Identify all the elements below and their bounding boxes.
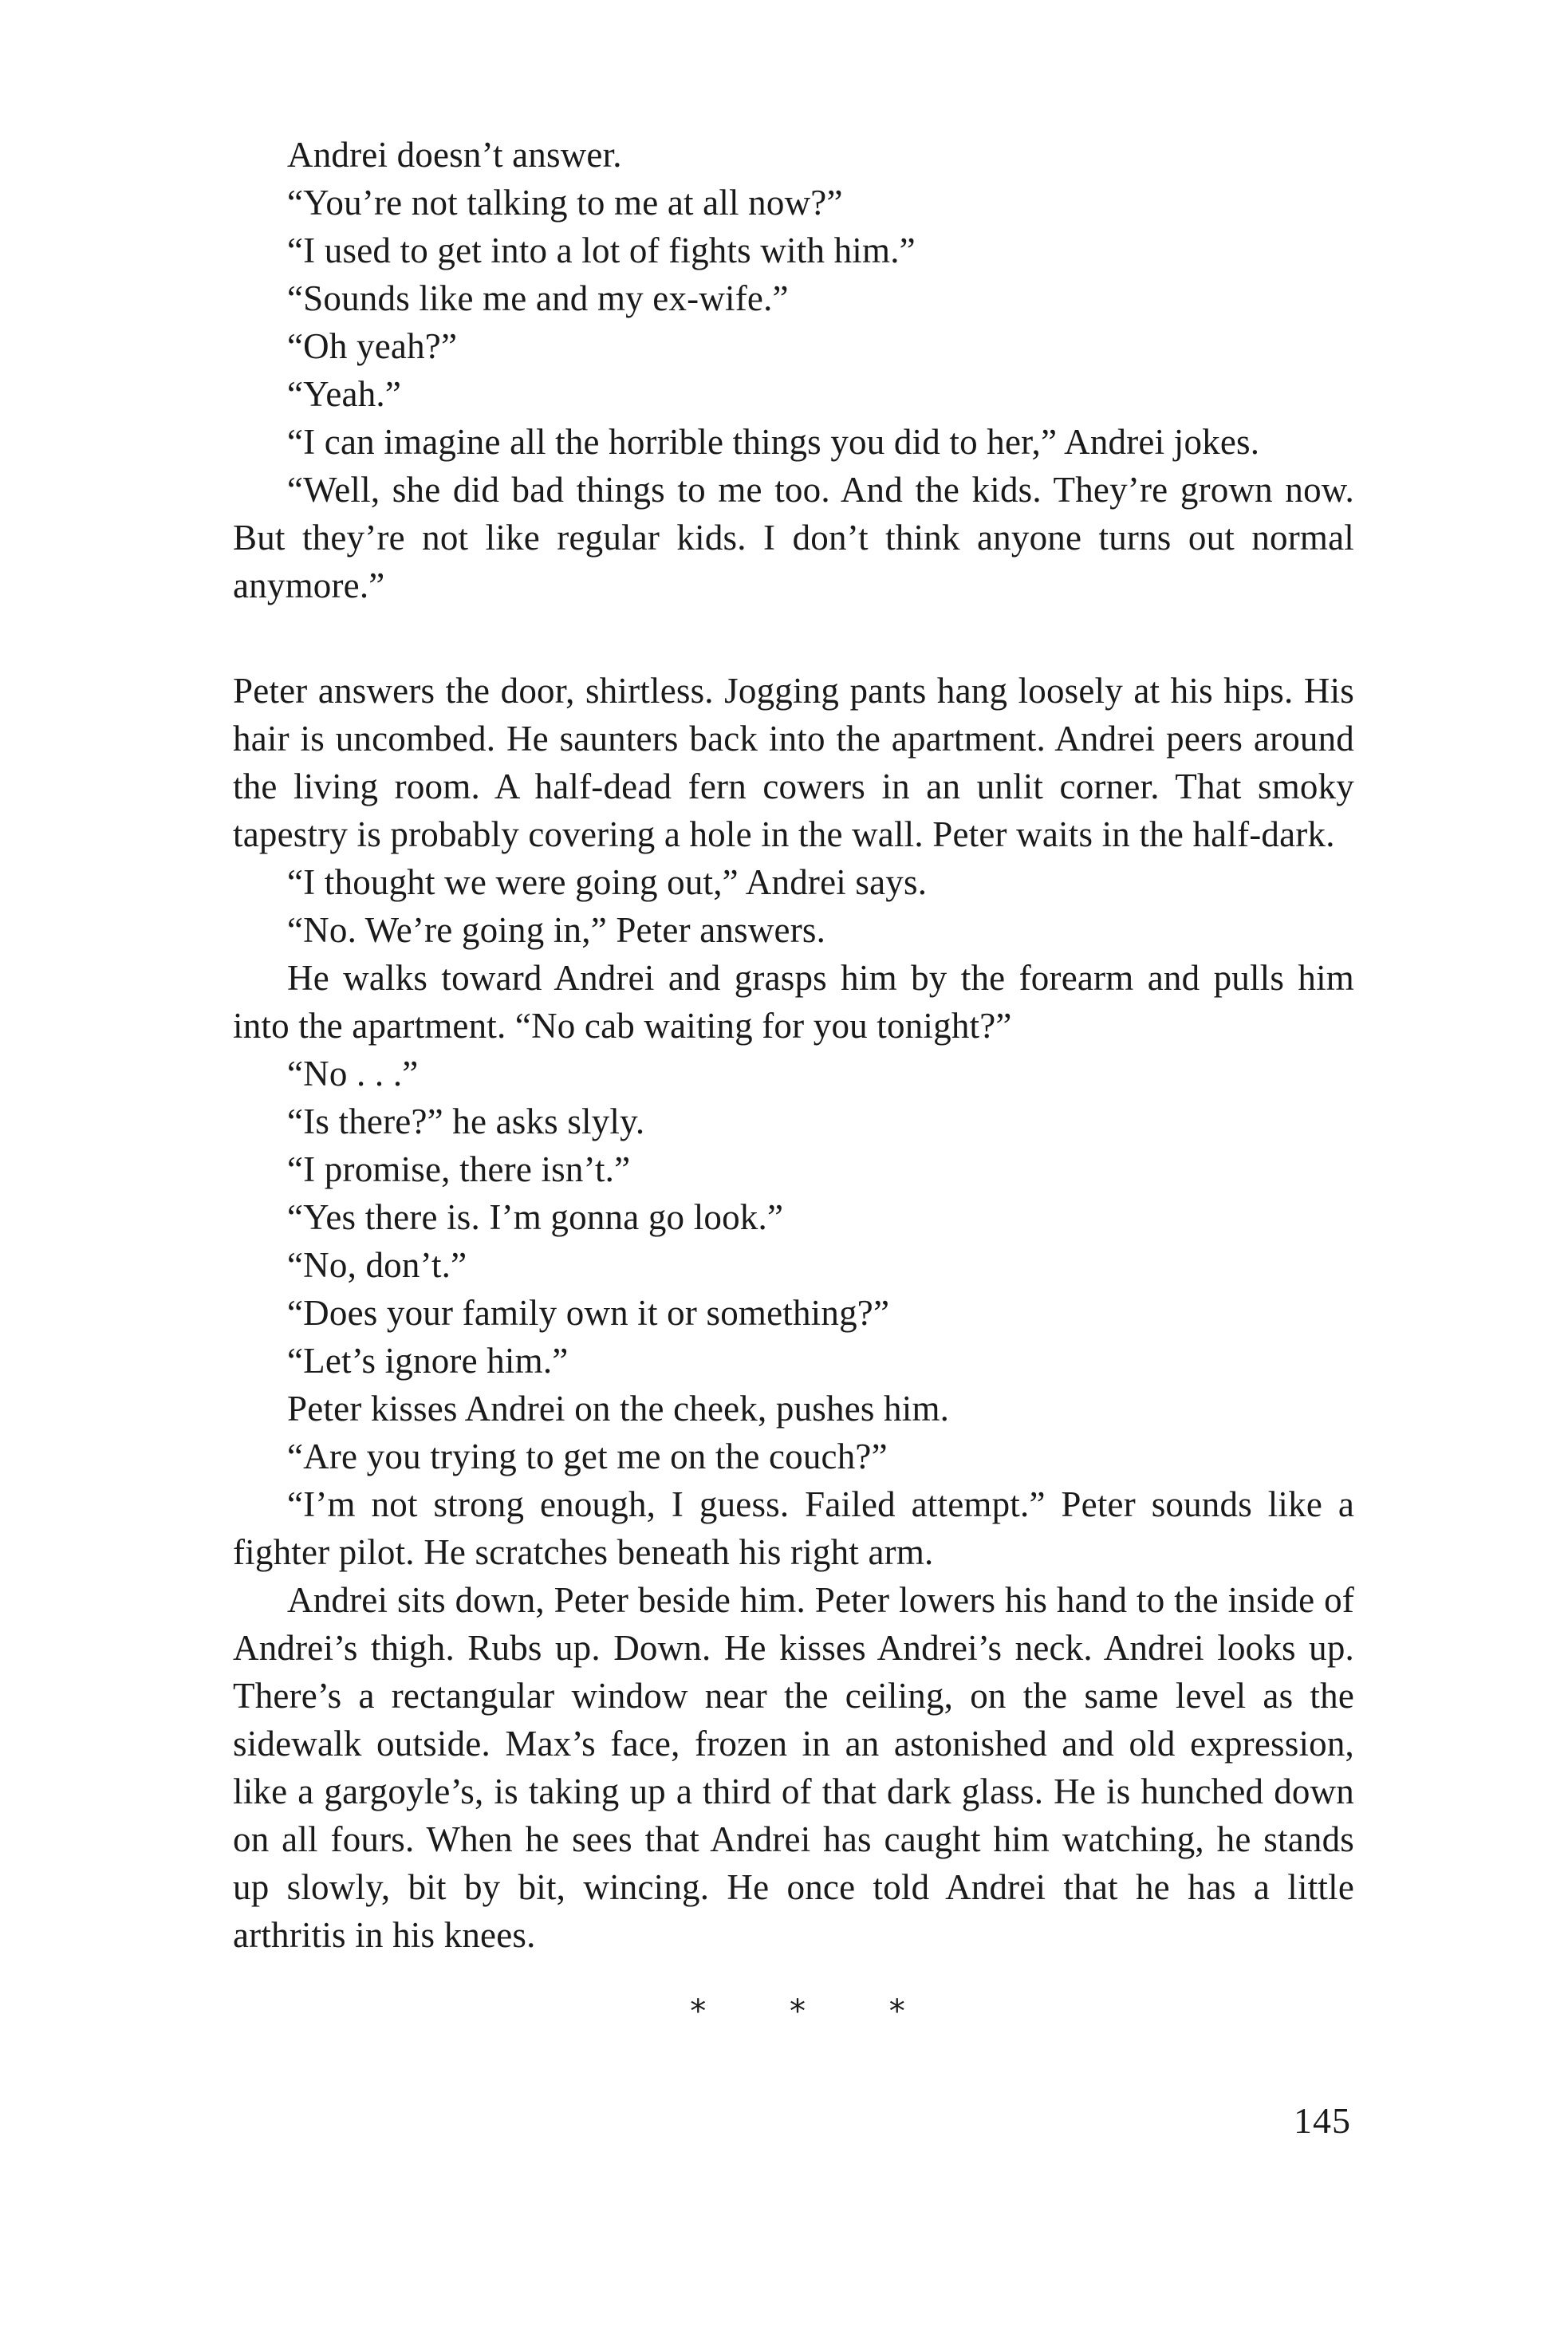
paragraph: “Yes there is. I’m gonna go look.” <box>287 1197 784 1237</box>
paragraph: “I thought we were going out,” Andrei says. <box>287 862 928 902</box>
paragraph: “Is there?” he asks slyly. <box>287 1102 645 1141</box>
paragraph: Andrei sits down, Peter beside him. Peter lowers his hand to the inside of Andrei’s thigh. Rubs up. Down. He kisses Andrei’s neck. Andrei looks up. There’s a rectangular window near the ceiling, on the same level as the sidewalk outside. Max’s face, frozen in an astonished and old expression, like a gargoyle’s, is taking up a third of that dark glass. He is hunched down on all fours. When he sees that Andrei has caught him watching, he stands up slowly, bit by bit, wincing. He once told Andrei that he has a little arthritis in his knees. <box>233 1580 1354 1955</box>
paragraph: “I’m not strong enough, I guess. Failed attempt.” Peter sounds like a fighter pilot. He scratches beneath his right arm. <box>233 1484 1354 1572</box>
paragraph: “Yeah.” <box>287 374 402 414</box>
section-1 <box>233 131 1354 609</box>
paragraph: “I used to get into a lot of fights with him.” <box>287 231 916 270</box>
paragraph: “Sounds like me and my ex-wife.” <box>287 278 789 318</box>
paragraph: “Are you trying to get me on the couch?” <box>287 1437 888 1476</box>
paragraph: Andrei doesn’t answer. <box>287 135 622 175</box>
paragraph: “You’re not talking to me at all now?” <box>287 183 843 223</box>
paragraph: “I can imagine all the horrible things you did to her,” Andrei jokes. <box>287 422 1260 462</box>
paragraph: “No. We’re going in,” Peter answers. <box>287 910 826 950</box>
paragraph: “I promise, there isn’t.” <box>287 1149 631 1189</box>
paragraph: He walks toward Andrei and grasps him by the forearm and pulls him into the apartment. “No cab waiting for you tonight?” <box>233 958 1354 1046</box>
paragraph: “Well, she did bad things to me too. And the kids. They’re grown now. But they’re not like regular kids. I don’t think anyone turns out normal anymore.” <box>233 470 1354 605</box>
paragraph: “Let’s ignore him.” <box>287 1341 569 1381</box>
paragraph: Peter kisses Andrei on the cheek, pushes him. <box>287 1389 950 1429</box>
paragraph: “No . . .” <box>287 1054 419 1094</box>
page-number: 145 <box>1294 2100 1351 2141</box>
paragraph: Peter answers the door, shirtless. Jogging pants hang loosely at his hips. His hair is uncombed. He saunters back into the apartment. Andrei peers around the living room. A half-dead fern cowers in an unlit corner. That smoky tapestry is probably covering a hole in the wall. Peter waits in the half-dark. <box>233 671 1354 854</box>
section-2 <box>233 667 1354 1959</box>
paragraph: “Does your family own it or something?” <box>287 1293 890 1333</box>
paragraph: “Oh yeah?” <box>287 326 458 366</box>
scene-break: * * * <box>690 1993 942 2030</box>
paragraph: “No, don’t.” <box>287 1245 467 1285</box>
